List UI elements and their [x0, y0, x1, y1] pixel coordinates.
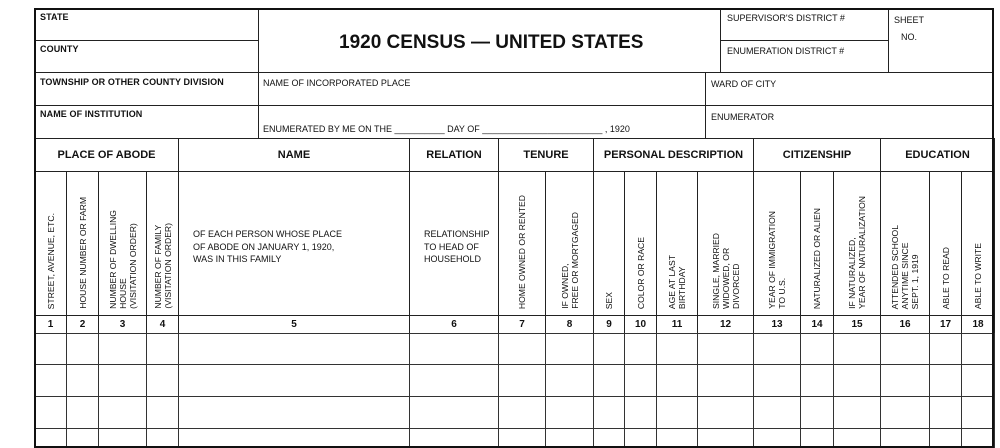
column-number-5	[178, 315, 410, 334]
column-number-4	[146, 315, 179, 334]
entry-cell-row1-col7[interactable]	[498, 333, 546, 365]
column-header-text: IF NATURALIZED, YEAR OF NATURALIZATION	[847, 196, 867, 309]
entry-cell-row2-col8[interactable]	[545, 364, 594, 397]
column-number-12	[697, 315, 754, 334]
supervisor-district-label: SUPERVISOR'S DISTRICT #	[727, 13, 845, 23]
column-number-text: 16	[899, 319, 911, 330]
entry-cell-row4-col11[interactable]	[656, 428, 698, 448]
column-header-wrap	[834, 196, 880, 309]
entry-cell-row1-col15[interactable]	[833, 333, 881, 365]
group-header-label: PLACE OF ABODE	[57, 149, 156, 161]
column-number-2	[66, 315, 99, 334]
entry-cell-row1-col1[interactable]	[34, 333, 67, 365]
sheet-number-field[interactable]	[888, 8, 994, 73]
group-header-label: TENURE	[523, 149, 569, 161]
column-header-18	[961, 171, 995, 316]
column-number-text: 9	[606, 319, 612, 330]
column-header-wrap	[881, 225, 929, 309]
institution-field[interactable]	[34, 105, 259, 139]
entry-cell-row3-col4[interactable]	[146, 396, 179, 429]
entry-cell-row2-col12[interactable]	[697, 364, 754, 397]
entry-cell-row3-col1[interactable]	[34, 396, 67, 429]
form-title: 1920 CENSUS — UNITED STATES	[339, 32, 644, 53]
column-number-7	[498, 315, 546, 334]
enumeration-district-field[interactable]	[720, 40, 889, 73]
supervisor-district-field[interactable]	[720, 8, 889, 41]
column-number-8	[545, 315, 594, 334]
entry-cell-row1-col6[interactable]	[409, 333, 499, 365]
entry-cell-row4-col2[interactable]	[66, 428, 99, 448]
entry-cell-row4-col3[interactable]	[98, 428, 147, 448]
column-header-9	[593, 171, 625, 316]
column-header-text: AGE AT LAST BIRTHDAY	[667, 254, 687, 309]
column-number-text: 1	[47, 319, 54, 330]
incorporated-place-label: NAME OF INCORPORATED PLACE	[263, 78, 411, 88]
column-header-wrap	[594, 292, 624, 309]
column-header-wrap	[930, 247, 961, 309]
entry-cell-row2-col13[interactable]	[753, 364, 801, 397]
entry-cell-row3-col16[interactable]	[880, 396, 930, 429]
column-header-14	[800, 171, 834, 316]
column-header-text: HOME OWNED OR RENTED	[517, 194, 527, 309]
column-number-text: 3	[119, 319, 126, 330]
entry-cell-row4-col7[interactable]	[498, 428, 546, 448]
enumeration-district-label: ENUMERATION DISTRICT #	[727, 46, 845, 56]
column-number-text: 11	[671, 319, 683, 330]
column-header-text: SINGLE, MARRIED WIDOWED, OR DIVORCED	[710, 233, 741, 309]
column-number-text: 18	[972, 319, 984, 330]
group-header-label: RELATION	[426, 149, 482, 161]
entry-cell-row3-col10[interactable]	[624, 396, 657, 429]
column-number-text: 4	[159, 319, 166, 330]
entry-cell-row3-col6[interactable]	[409, 396, 499, 429]
entry-cell-row3-col3[interactable]	[98, 396, 147, 429]
column-header-wrap	[754, 211, 800, 309]
entry-cell-row4-col15[interactable]	[833, 428, 881, 448]
incorporated-place-field[interactable]	[258, 72, 706, 106]
column-number-text: 15	[851, 319, 863, 330]
entry-cell-row2-col18[interactable]	[961, 364, 995, 397]
entry-cell-row3-col2[interactable]	[66, 396, 99, 429]
entry-cell-row2-col14[interactable]	[800, 364, 834, 397]
column-number-text: 12	[719, 319, 732, 330]
column-header-17	[929, 171, 962, 316]
group-header-citizenship	[753, 138, 881, 172]
group-header-place-of-abode	[34, 138, 179, 172]
entry-cell-row4-col6[interactable]	[409, 428, 499, 448]
entry-cell-row4-col8[interactable]	[545, 428, 594, 448]
sheet-no-label: NO.	[901, 32, 918, 42]
column-header-6	[409, 171, 499, 316]
title-box	[258, 8, 721, 73]
entry-cell-row1-col14[interactable]	[800, 333, 834, 365]
entry-cell-row4-col12[interactable]	[697, 428, 754, 448]
enumerator-field[interactable]	[705, 105, 994, 139]
entry-cell-row1-col12[interactable]	[697, 333, 754, 365]
entry-cell-row2-col5[interactable]	[178, 364, 410, 397]
entry-cell-row1-col2[interactable]	[66, 333, 99, 365]
entry-cell-row4-col4[interactable]	[146, 428, 179, 448]
entry-cell-row2-col2[interactable]	[66, 364, 99, 397]
column-number-14	[800, 315, 834, 334]
group-header-label: PERSONAL DESCRIPTION	[603, 149, 744, 161]
column-header-2	[66, 171, 99, 316]
column-header-wrap	[35, 213, 66, 309]
entry-cell-row2-col9[interactable]	[593, 364, 625, 397]
entry-cell-row3-col7[interactable]	[498, 396, 546, 429]
column-header-8	[545, 171, 594, 316]
column-header-7	[498, 171, 546, 316]
column-header-text: STREET, AVENUE, ETC.	[45, 212, 56, 309]
column-header-10	[624, 171, 657, 316]
column-number-text: 13	[771, 319, 783, 330]
column-header-text: NUMBER OF DWELLING HOUSE (VISITATION ORDER)	[107, 210, 138, 309]
county-field[interactable]	[34, 40, 259, 73]
column-header-wrap	[801, 208, 833, 309]
column-header-wrap	[625, 237, 656, 309]
group-header-label: CITIZENSHIP	[782, 149, 852, 161]
column-number-text: 5	[291, 319, 297, 330]
column-number-text: 2	[79, 319, 86, 330]
entry-cell-row4-col1[interactable]	[34, 428, 67, 448]
column-header-text: ABLE TO WRITE	[973, 242, 983, 309]
column-number-16	[880, 315, 930, 334]
group-header-personal-description	[593, 138, 754, 172]
entry-cell-row1-col10[interactable]	[624, 333, 657, 365]
column-header-text: OF EACH PERSON WHOSE PLACE OF ABODE ON JANUARY 1, 1920, WAS IN THIS FAMILY	[193, 229, 343, 264]
column-number-18	[961, 315, 995, 334]
enumeration-date-label: ENUMERATED BY ME ON THE __________ DAY OF ________________________ , 1920	[263, 124, 630, 134]
column-header-text: SEX	[604, 291, 614, 309]
column-header-wrap	[698, 233, 753, 309]
column-header-wrap	[962, 243, 994, 309]
column-header-wrap	[546, 212, 593, 309]
column-number-text: 6	[451, 319, 457, 330]
group-header-education	[880, 138, 995, 172]
column-header-5	[178, 171, 410, 316]
entry-cell-row4-col5[interactable]	[178, 428, 410, 448]
column-number-text: 14	[811, 319, 823, 330]
entry-cell-row3-col15[interactable]	[833, 396, 881, 429]
entry-cell-row2-col6[interactable]	[409, 364, 499, 397]
entry-cell-row1-col3[interactable]	[98, 333, 147, 365]
column-header-4	[146, 171, 179, 316]
column-number-text: 7	[519, 319, 525, 330]
entry-cell-row4-col14[interactable]	[800, 428, 834, 448]
entry-cell-row1-col13[interactable]	[753, 333, 801, 365]
column-number-11	[656, 315, 698, 334]
entry-cell-row3-col8[interactable]	[545, 396, 594, 429]
column-number-3	[98, 315, 147, 334]
column-header-text: HOUSE NUMBER OR FARM	[77, 197, 88, 309]
column-header-16	[880, 171, 930, 316]
column-header-text: NATURALIZED OR ALIEN	[812, 207, 822, 309]
entry-cell-row2-col4[interactable]	[146, 364, 179, 397]
entry-cell-row1-col18[interactable]	[961, 333, 995, 365]
entry-cell-row3-col9[interactable]	[593, 396, 625, 429]
entry-cell-row2-col7[interactable]	[498, 364, 546, 397]
column-header-text: YEAR OF IMMIGRATION TO U.S.	[767, 211, 787, 309]
column-number-text: 10	[634, 319, 647, 330]
column-header-text: ABLE TO READ	[940, 246, 951, 309]
column-header-text: ATTENDED SCHOOL ANYTIME SINCE SEPT. 1, 1919	[890, 224, 920, 309]
column-number-1	[34, 315, 67, 334]
column-header-11	[656, 171, 698, 316]
column-header-text: RELATIONSHIP TO HEAD OF HOUSEHOLD	[424, 229, 490, 264]
column-number-6	[409, 315, 499, 334]
column-header-text: IF OWNED, FREE OR MORTGAGED	[559, 212, 580, 309]
entry-cell-row1-col16[interactable]	[880, 333, 930, 365]
column-header-1	[34, 171, 67, 316]
column-header-15	[833, 171, 881, 316]
state-field[interactable]	[34, 8, 259, 41]
ward-label: WARD OF CITY	[711, 79, 777, 89]
column-header-wrap	[99, 210, 146, 309]
entry-cell-row2-col10[interactable]	[624, 364, 657, 397]
entry-cell-row2-col17[interactable]	[929, 364, 962, 397]
column-header-text: COLOR OR RACE	[635, 236, 646, 309]
group-header-relation	[409, 138, 499, 172]
column-number-10	[624, 315, 657, 334]
column-header-13	[753, 171, 801, 316]
column-header-wrap	[657, 255, 697, 309]
column-header-wrap	[499, 195, 545, 309]
township-label: TOWNSHIP OR OTHER COUNTY DIVISION	[40, 77, 224, 87]
entry-cell-row4-col10[interactable]	[624, 428, 657, 448]
entry-cell-row4-col17[interactable]	[929, 428, 962, 448]
entry-cell-row2-col11[interactable]	[656, 364, 698, 397]
enumeration-date-field[interactable]	[258, 105, 706, 139]
column-number-text: 8	[566, 319, 573, 330]
group-header-label: EDUCATION	[905, 149, 970, 161]
group-header-name	[178, 138, 410, 172]
entry-cell-row4-col18[interactable]	[961, 428, 995, 448]
entry-cell-row4-col16[interactable]	[880, 428, 930, 448]
entry-cell-row3-col11[interactable]	[656, 396, 698, 429]
entry-cell-row2-col15[interactable]	[833, 364, 881, 397]
entry-cell-row3-col13[interactable]	[753, 396, 801, 429]
group-header-tenure	[498, 138, 594, 172]
column-header-12	[697, 171, 754, 316]
entry-cell-row1-col9[interactable]	[593, 333, 625, 365]
column-number-17	[929, 315, 962, 334]
ward-field[interactable]	[705, 72, 994, 106]
entry-cell-row2-col16[interactable]	[880, 364, 930, 397]
state-label: STATE	[40, 12, 69, 22]
entry-cell-row3-col17[interactable]	[929, 396, 962, 429]
column-number-text: 17	[939, 319, 952, 330]
entry-cell-row1-col5[interactable]	[178, 333, 410, 365]
column-number-13	[753, 315, 801, 334]
entry-cell-row4-col13[interactable]	[753, 428, 801, 448]
column-header-wrap	[147, 223, 178, 309]
entry-cell-row1-col11[interactable]	[656, 333, 698, 365]
entry-cell-row3-col12[interactable]	[697, 396, 754, 429]
column-header-3	[98, 171, 147, 316]
entry-cell-row1-col4[interactable]	[146, 333, 179, 365]
column-number-9	[593, 315, 625, 334]
column-header-text: NUMBER OF FAMILY (VISITATION ORDER)	[152, 223, 173, 309]
sheet-label: SHEET	[894, 15, 925, 25]
entry-cell-row3-col5[interactable]	[178, 396, 410, 429]
entry-cell-row1-col17[interactable]	[929, 333, 962, 365]
entry-cell-row3-col18[interactable]	[961, 396, 995, 429]
township-field[interactable]	[34, 72, 259, 106]
entry-cell-row2-col1[interactable]	[34, 364, 67, 397]
entry-cell-row2-col3[interactable]	[98, 364, 147, 397]
entry-cell-row1-col8[interactable]	[545, 333, 594, 365]
county-label: COUNTY	[40, 44, 79, 54]
entry-cell-row3-col14[interactable]	[800, 396, 834, 429]
entry-cell-row4-col9[interactable]	[593, 428, 625, 448]
group-header-label: NAME	[277, 149, 311, 161]
institution-label: NAME OF INSTITUTION	[40, 109, 143, 119]
column-number-15	[833, 315, 881, 334]
enumerator-label: ENUMERATOR	[711, 112, 775, 122]
column-header-wrap	[67, 197, 98, 309]
